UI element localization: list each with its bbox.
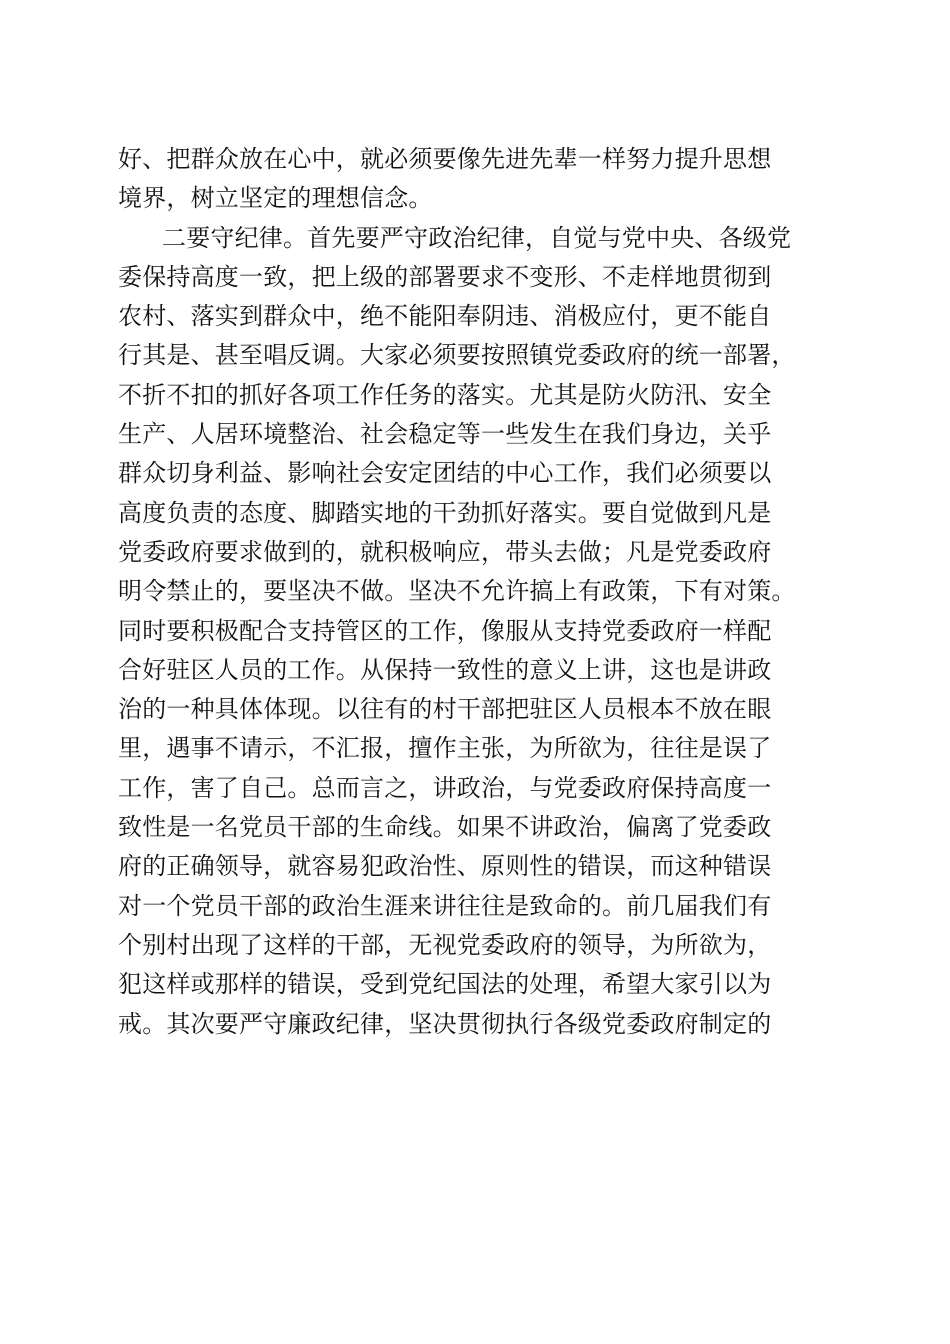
text-line-15: 治的一种具体体现。以往有的村干部把驻区人员根本不放在眼: [118, 695, 772, 724]
document-body: [118, 140, 838, 1044]
text-line-4: 委保持高度一致，把上级的部署要求不变形、不走样地贯彻到: [118, 262, 772, 291]
text-line-21: 个别村出现了这样的干部，无视党委政府的领导，为所欲为，: [118, 930, 772, 959]
text-line-11: 党委政府要求做到的，就积极响应，带头去做；凡是党委政府: [118, 537, 772, 566]
text-line-2: 境界，树立坚定的理想信念。: [118, 184, 433, 213]
text-line-14: 合好驻区人员的工作。从保持一致性的意义上讲，这也是讲政: [118, 655, 772, 684]
text-line-18: 致性是一名党员干部的生命线。如果不讲政治，偏离了党委政: [118, 813, 772, 842]
paragraph-start-line: 二要守纪律。首先要严守政治纪律，自觉与党中央、各级党: [162, 223, 792, 252]
text-line-19: 府的正确领导，就容易犯政治性、原则性的错误，而这种错误: [118, 852, 772, 881]
text-line-17: 工作，害了自己。总而言之，讲政治，与党委政府保持高度一: [118, 773, 772, 802]
text-line-6: 行其是、甚至唱反调。大家必须要按照镇党委政府的统一部署，: [118, 341, 796, 370]
text-line-1: 好、把群众放在心中，就必须要像先进先辈一样努力提升思想: [118, 145, 772, 173]
text-line-20: 对一个党员干部的政治生涯来讲往往是致命的。前几届我们有: [118, 891, 772, 920]
text-line-7: 不折不扣的抓好各项工作任务的落实。尤其是防火防汛、安全: [118, 380, 772, 409]
text-line-16: 里，遇事不请示，不汇报，擅作主张，为所欲为，往往是误了: [118, 734, 772, 763]
text-line-5: 农村、落实到群众中，绝不能阳奉阴违、消极应付，更不能自: [118, 302, 772, 331]
text-line-12: 明令禁止的，要坚决不做。坚决不允许搞上有政策，下有对策。: [118, 577, 796, 606]
text-line-13: 同时要积极配合支持管区的工作，像服从支持党委政府一样配: [118, 616, 772, 645]
text-line-23: 戒。其次要严守廉政纪律，坚决贯彻执行各级党委政府制定的: [118, 1009, 772, 1038]
text-line-9: 群众切身利益、影响社会安定团结的中心工作，我们必须要以: [118, 459, 772, 488]
text-line-8: 生产、人居环境整治、社会稳定等一些发生在我们身边，关乎: [118, 420, 772, 449]
text-line-10: 高度负责的态度、脚踏实地的干劲抓好落实。要自觉做到凡是: [118, 498, 772, 527]
text-line-22: 犯这样或那样的错误，受到党纪国法的处理，希望大家引以为: [118, 970, 772, 999]
